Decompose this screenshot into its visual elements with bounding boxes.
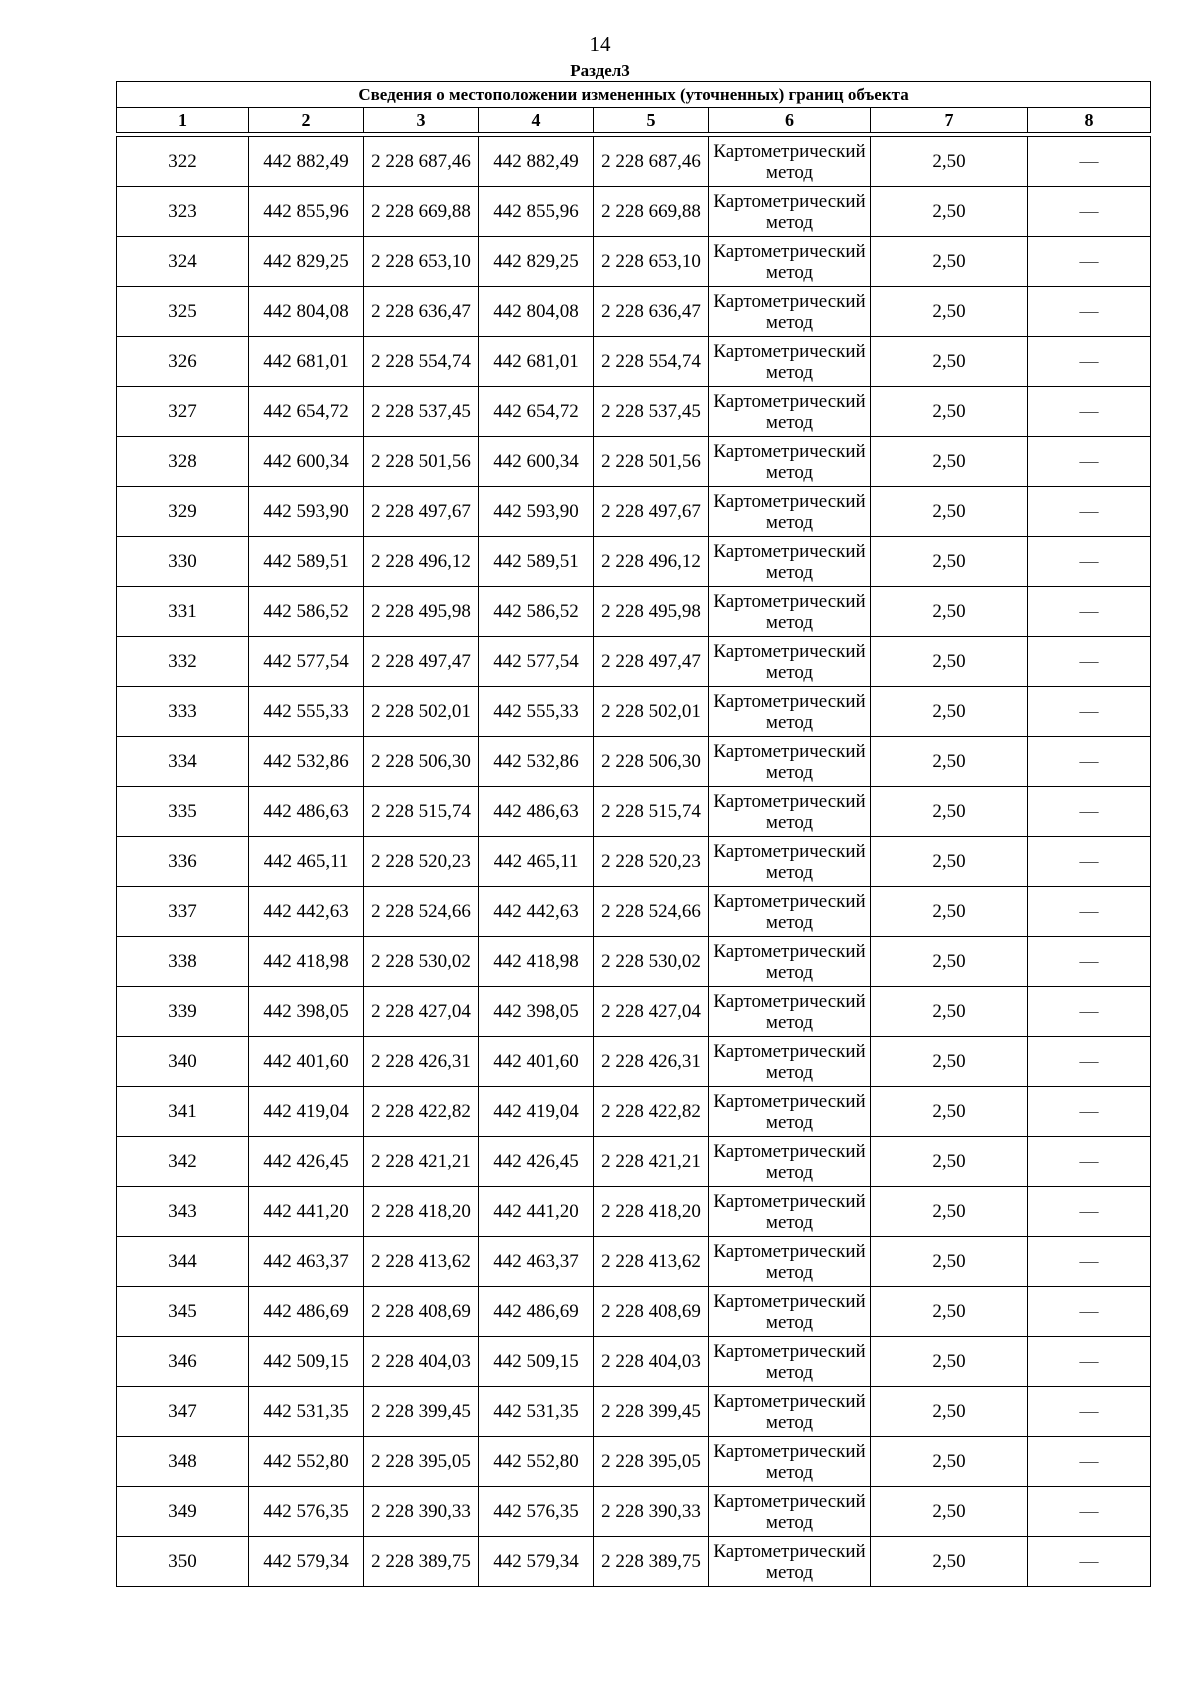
note-cell: — [1028, 1487, 1151, 1537]
existing-x-cell: 442 855,96 [249, 187, 364, 237]
table-row [117, 1287, 1151, 1337]
existing-x-cell: 442 552,80 [249, 1437, 364, 1487]
existing-y-cell: 2 228 496,12 [364, 537, 479, 587]
existing-x-cell: 442 577,54 [249, 637, 364, 687]
existing-x-cell: 442 586,52 [249, 587, 364, 637]
existing-x-cell: 442 576,35 [249, 1487, 364, 1537]
note-cell: — [1028, 587, 1151, 637]
table-body [117, 133, 1151, 1587]
existing-x-cell: 442 531,35 [249, 1387, 364, 1437]
precision-cell: 2,50 [871, 1087, 1028, 1137]
precision-cell: 2,50 [871, 287, 1028, 337]
precision-cell: 2,50 [871, 437, 1028, 487]
table-row [117, 787, 1151, 837]
note-cell: — [1028, 837, 1151, 887]
method-cell: Картометрический метод [709, 187, 871, 237]
refined-x-cell: 442 418,98 [479, 937, 594, 987]
table-row [117, 937, 1151, 987]
refined-y-cell: 2 228 422,82 [594, 1087, 709, 1137]
refined-y-cell: 2 228 395,05 [594, 1437, 709, 1487]
refined-x-cell: 442 463,37 [479, 1237, 594, 1287]
existing-y-cell: 2 228 497,67 [364, 487, 479, 537]
point-number-cell: 340 [117, 1037, 249, 1087]
existing-x-cell: 442 804,08 [249, 287, 364, 337]
table-row [117, 587, 1151, 637]
refined-y-cell: 2 228 687,46 [594, 137, 709, 187]
table-row [117, 1087, 1151, 1137]
refined-y-cell: 2 228 653,10 [594, 237, 709, 287]
existing-y-cell: 2 228 389,75 [364, 1537, 479, 1587]
precision-cell: 2,50 [871, 487, 1028, 537]
table-row [117, 137, 1151, 187]
refined-y-cell: 2 228 520,23 [594, 837, 709, 887]
precision-cell: 2,50 [871, 1137, 1028, 1187]
existing-y-cell: 2 228 390,33 [364, 1487, 479, 1537]
note-cell: — [1028, 1037, 1151, 1087]
method-cell: Картометрический метод [709, 887, 871, 937]
method-cell: Картометрический метод [709, 987, 871, 1037]
precision-cell: 2,50 [871, 787, 1028, 837]
note-cell: — [1028, 937, 1151, 987]
existing-y-cell: 2 228 636,47 [364, 287, 479, 337]
existing-y-cell: 2 228 399,45 [364, 1387, 479, 1437]
precision-cell: 2,50 [871, 637, 1028, 687]
table-row [117, 187, 1151, 237]
precision-cell: 2,50 [871, 887, 1028, 937]
existing-y-cell: 2 228 537,45 [364, 387, 479, 437]
existing-x-cell: 442 555,33 [249, 687, 364, 737]
existing-y-cell: 2 228 495,98 [364, 587, 479, 637]
precision-cell: 2,50 [871, 837, 1028, 887]
table-row [117, 1337, 1151, 1387]
refined-x-cell: 442 681,01 [479, 337, 594, 387]
existing-y-cell: 2 228 653,10 [364, 237, 479, 287]
column-number: 7 [871, 108, 1028, 133]
refined-y-cell: 2 228 497,47 [594, 637, 709, 687]
existing-x-cell: 442 398,05 [249, 987, 364, 1037]
method-cell: Картометрический метод [709, 387, 871, 437]
table-row [117, 487, 1151, 537]
refined-y-cell: 2 228 496,12 [594, 537, 709, 587]
existing-y-cell: 2 228 669,88 [364, 187, 479, 237]
point-number-cell: 345 [117, 1287, 249, 1337]
point-number-cell: 328 [117, 437, 249, 487]
note-cell: — [1028, 887, 1151, 937]
existing-x-cell: 442 589,51 [249, 537, 364, 587]
precision-cell: 2,50 [871, 1237, 1028, 1287]
method-cell: Картометрический метод [709, 287, 871, 337]
refined-x-cell: 442 426,45 [479, 1137, 594, 1187]
note-cell: — [1028, 687, 1151, 737]
method-cell: Картометрический метод [709, 487, 871, 537]
existing-y-cell: 2 228 502,01 [364, 687, 479, 737]
existing-x-cell: 442 419,04 [249, 1087, 364, 1137]
note-cell: — [1028, 1087, 1151, 1137]
existing-x-cell: 442 441,20 [249, 1187, 364, 1237]
note-cell: — [1028, 787, 1151, 837]
point-number-cell: 337 [117, 887, 249, 937]
precision-cell: 2,50 [871, 1037, 1028, 1087]
note-cell: — [1028, 237, 1151, 287]
existing-x-cell: 442 681,01 [249, 337, 364, 387]
precision-cell: 2,50 [871, 237, 1028, 287]
precision-cell: 2,50 [871, 737, 1028, 787]
method-cell: Картометрический метод [709, 1187, 871, 1237]
precision-cell: 2,50 [871, 987, 1028, 1037]
precision-cell: 2,50 [871, 587, 1028, 637]
table-caption: Сведения о местоположении измененных (уточненных) границ объекта [117, 82, 1151, 108]
refined-y-cell: 2 228 495,98 [594, 587, 709, 637]
note-cell: — [1028, 1187, 1151, 1237]
note-cell: — [1028, 337, 1151, 387]
existing-y-cell: 2 228 426,31 [364, 1037, 479, 1087]
note-cell: — [1028, 637, 1151, 687]
point-number-cell: 350 [117, 1537, 249, 1587]
note-cell: — [1028, 987, 1151, 1037]
existing-y-cell: 2 228 422,82 [364, 1087, 479, 1137]
existing-x-cell: 442 593,90 [249, 487, 364, 537]
method-cell: Картометрический метод [709, 637, 871, 687]
existing-x-cell: 442 401,60 [249, 1037, 364, 1087]
existing-x-cell: 442 829,25 [249, 237, 364, 287]
precision-cell: 2,50 [871, 1537, 1028, 1587]
method-cell: Картометрический метод [709, 1137, 871, 1187]
table-row [117, 1237, 1151, 1287]
method-cell: Картометрический метод [709, 1237, 871, 1287]
refined-y-cell: 2 228 636,47 [594, 287, 709, 337]
precision-cell: 2,50 [871, 137, 1028, 187]
point-number-cell: 324 [117, 237, 249, 287]
existing-y-cell: 2 228 395,05 [364, 1437, 479, 1487]
column-number: 2 [249, 108, 364, 133]
point-number-cell: 330 [117, 537, 249, 587]
refined-x-cell: 442 509,15 [479, 1337, 594, 1387]
precision-cell: 2,50 [871, 1487, 1028, 1537]
refined-y-cell: 2 228 502,01 [594, 687, 709, 737]
point-number-cell: 343 [117, 1187, 249, 1237]
refined-x-cell: 442 576,35 [479, 1487, 594, 1537]
point-number-cell: 341 [117, 1087, 249, 1137]
point-number-cell: 327 [117, 387, 249, 437]
table-row [117, 1137, 1151, 1187]
refined-y-cell: 2 228 426,31 [594, 1037, 709, 1087]
precision-cell: 2,50 [871, 537, 1028, 587]
note-cell: — [1028, 487, 1151, 537]
refined-y-cell: 2 228 524,66 [594, 887, 709, 937]
column-number: 5 [594, 108, 709, 133]
point-number-cell: 334 [117, 737, 249, 787]
existing-y-cell: 2 228 554,74 [364, 337, 479, 387]
table-row [117, 1037, 1151, 1087]
method-cell: Картометрический метод [709, 1437, 871, 1487]
existing-y-cell: 2 228 413,62 [364, 1237, 479, 1287]
existing-y-cell: 2 228 524,66 [364, 887, 479, 937]
precision-cell: 2,50 [871, 387, 1028, 437]
section-title: Раздел3 [570, 61, 630, 80]
refined-y-cell: 2 228 408,69 [594, 1287, 709, 1337]
note-cell: — [1028, 1337, 1151, 1387]
method-cell: Картометрический метод [709, 537, 871, 587]
existing-x-cell: 442 463,37 [249, 1237, 364, 1287]
note-cell: — [1028, 1437, 1151, 1487]
note-cell: — [1028, 537, 1151, 587]
existing-y-cell: 2 228 501,56 [364, 437, 479, 487]
refined-x-cell: 442 486,63 [479, 787, 594, 837]
method-cell: Картометрический метод [709, 1337, 871, 1387]
column-number: 3 [364, 108, 479, 133]
note-cell: — [1028, 137, 1151, 187]
method-cell: Картометрический метод [709, 737, 871, 787]
refined-x-cell: 442 593,90 [479, 487, 594, 537]
refined-y-cell: 2 228 537,45 [594, 387, 709, 437]
existing-y-cell: 2 228 506,30 [364, 737, 479, 787]
refined-y-cell: 2 228 497,67 [594, 487, 709, 537]
precision-cell: 2,50 [871, 187, 1028, 237]
refined-x-cell: 442 532,86 [479, 737, 594, 787]
table-row [117, 1387, 1151, 1437]
refined-x-cell: 442 531,35 [479, 1387, 594, 1437]
point-number-cell: 322 [117, 137, 249, 187]
refined-y-cell: 2 228 506,30 [594, 737, 709, 787]
refined-x-cell: 442 441,20 [479, 1187, 594, 1237]
note-cell: — [1028, 187, 1151, 237]
refined-x-cell: 442 882,49 [479, 137, 594, 187]
point-number-cell: 332 [117, 637, 249, 687]
refined-x-cell: 442 401,60 [479, 1037, 594, 1087]
precision-cell: 2,50 [871, 337, 1028, 387]
table-row [117, 737, 1151, 787]
point-number-cell: 339 [117, 987, 249, 1037]
existing-y-cell: 2 228 427,04 [364, 987, 479, 1037]
method-cell: Картометрический метод [709, 437, 871, 487]
existing-x-cell: 442 600,34 [249, 437, 364, 487]
existing-x-cell: 442 486,63 [249, 787, 364, 837]
refined-x-cell: 442 855,96 [479, 187, 594, 237]
method-cell: Картометрический метод [709, 1487, 871, 1537]
point-number-cell: 338 [117, 937, 249, 987]
table-row [117, 437, 1151, 487]
existing-y-cell: 2 228 497,47 [364, 637, 479, 687]
refined-y-cell: 2 228 554,74 [594, 337, 709, 387]
refined-x-cell: 442 829,25 [479, 237, 594, 287]
refined-x-cell: 442 654,72 [479, 387, 594, 437]
existing-x-cell: 442 465,11 [249, 837, 364, 887]
note-cell: — [1028, 1387, 1151, 1437]
precision-cell: 2,50 [871, 687, 1028, 737]
table-row [117, 837, 1151, 887]
method-cell: Картометрический метод [709, 1037, 871, 1087]
column-number-row [117, 108, 1151, 133]
point-number-cell: 347 [117, 1387, 249, 1437]
refined-y-cell: 2 228 404,03 [594, 1337, 709, 1387]
method-cell: Картометрический метод [709, 137, 871, 187]
point-number-cell: 333 [117, 687, 249, 737]
point-number-cell: 331 [117, 587, 249, 637]
refined-y-cell: 2 228 390,33 [594, 1487, 709, 1537]
existing-x-cell: 442 882,49 [249, 137, 364, 187]
method-cell: Картометрический метод [709, 1387, 871, 1437]
point-number-cell: 325 [117, 287, 249, 337]
point-number-cell: 329 [117, 487, 249, 537]
refined-x-cell: 442 465,11 [479, 837, 594, 887]
existing-x-cell: 442 426,45 [249, 1137, 364, 1187]
refined-x-cell: 442 398,05 [479, 987, 594, 1037]
note-cell: — [1028, 1537, 1151, 1587]
refined-y-cell: 2 228 399,45 [594, 1387, 709, 1437]
method-cell: Картометрический метод [709, 337, 871, 387]
table-row [117, 887, 1151, 937]
refined-x-cell: 442 486,69 [479, 1287, 594, 1337]
refined-x-cell: 442 552,80 [479, 1437, 594, 1487]
method-cell: Картометрический метод [709, 237, 871, 287]
method-cell: Картометрический метод [709, 1287, 871, 1337]
method-cell: Картометрический метод [709, 937, 871, 987]
note-cell: — [1028, 287, 1151, 337]
table-row [117, 387, 1151, 437]
point-number-cell: 346 [117, 1337, 249, 1387]
refined-x-cell: 442 600,34 [479, 437, 594, 487]
column-number: 8 [1028, 108, 1151, 133]
existing-x-cell: 442 532,86 [249, 737, 364, 787]
column-number: 1 [117, 108, 249, 133]
existing-y-cell: 2 228 515,74 [364, 787, 479, 837]
point-number-cell: 326 [117, 337, 249, 387]
existing-y-cell: 2 228 418,20 [364, 1187, 479, 1237]
method-cell: Картометрический метод [709, 1087, 871, 1137]
refined-y-cell: 2 228 413,62 [594, 1237, 709, 1287]
note-cell: — [1028, 437, 1151, 487]
existing-y-cell: 2 228 421,21 [364, 1137, 479, 1187]
method-cell: Картометрический метод [709, 837, 871, 887]
refined-x-cell: 442 442,63 [479, 887, 594, 937]
table-row [117, 537, 1151, 587]
table-row [117, 1437, 1151, 1487]
note-cell: — [1028, 1287, 1151, 1337]
refined-y-cell: 2 228 530,02 [594, 937, 709, 987]
table-caption-row [117, 82, 1151, 108]
refined-x-cell: 442 577,54 [479, 637, 594, 687]
refined-y-cell: 2 228 421,21 [594, 1137, 709, 1187]
existing-y-cell: 2 228 530,02 [364, 937, 479, 987]
table-row [117, 1187, 1151, 1237]
point-number-cell: 323 [117, 187, 249, 237]
refined-y-cell: 2 228 515,74 [594, 787, 709, 837]
note-cell: — [1028, 1237, 1151, 1287]
coordinates-table [116, 81, 1151, 1587]
existing-x-cell: 442 654,72 [249, 387, 364, 437]
refined-x-cell: 442 589,51 [479, 537, 594, 587]
table-row [117, 637, 1151, 687]
precision-cell: 2,50 [871, 1187, 1028, 1237]
table-row [117, 337, 1151, 387]
refined-y-cell: 2 228 427,04 [594, 987, 709, 1037]
precision-cell: 2,50 [871, 937, 1028, 987]
existing-y-cell: 2 228 404,03 [364, 1337, 479, 1387]
existing-x-cell: 442 442,63 [249, 887, 364, 937]
method-cell: Картометрический метод [709, 787, 871, 837]
existing-x-cell: 442 579,34 [249, 1537, 364, 1587]
precision-cell: 2,50 [871, 1287, 1028, 1337]
refined-y-cell: 2 228 389,75 [594, 1537, 709, 1587]
refined-x-cell: 442 804,08 [479, 287, 594, 337]
precision-cell: 2,50 [871, 1337, 1028, 1387]
refined-x-cell: 442 419,04 [479, 1087, 594, 1137]
point-number-cell: 335 [117, 787, 249, 837]
table-row [117, 237, 1151, 287]
table-row [117, 687, 1151, 737]
refined-y-cell: 2 228 418,20 [594, 1187, 709, 1237]
point-number-cell: 348 [117, 1437, 249, 1487]
existing-y-cell: 2 228 520,23 [364, 837, 479, 887]
point-number-cell: 349 [117, 1487, 249, 1537]
point-number-cell: 336 [117, 837, 249, 887]
note-cell: — [1028, 387, 1151, 437]
existing-x-cell: 442 418,98 [249, 937, 364, 987]
point-number-cell: 342 [117, 1137, 249, 1187]
existing-x-cell: 442 486,69 [249, 1287, 364, 1337]
refined-x-cell: 442 579,34 [479, 1537, 594, 1587]
refined-x-cell: 442 555,33 [479, 687, 594, 737]
column-number: 4 [479, 108, 594, 133]
method-cell: Картометрический метод [709, 587, 871, 637]
point-number-cell: 344 [117, 1237, 249, 1287]
existing-x-cell: 442 509,15 [249, 1337, 364, 1387]
method-cell: Картометрический метод [709, 687, 871, 737]
method-cell: Картометрический метод [709, 1537, 871, 1587]
column-number: 6 [709, 108, 871, 133]
precision-cell: 2,50 [871, 1387, 1028, 1437]
refined-y-cell: 2 228 669,88 [594, 187, 709, 237]
existing-y-cell: 2 228 408,69 [364, 1287, 479, 1337]
table-row [117, 1487, 1151, 1537]
refined-y-cell: 2 228 501,56 [594, 437, 709, 487]
table-row [117, 287, 1151, 337]
refined-x-cell: 442 586,52 [479, 587, 594, 637]
existing-y-cell: 2 228 687,46 [364, 137, 479, 187]
table-row [117, 1537, 1151, 1587]
note-cell: — [1028, 1137, 1151, 1187]
page-number: 14 [589, 32, 611, 56]
precision-cell: 2,50 [871, 1437, 1028, 1487]
note-cell: — [1028, 737, 1151, 787]
table-row [117, 987, 1151, 1037]
